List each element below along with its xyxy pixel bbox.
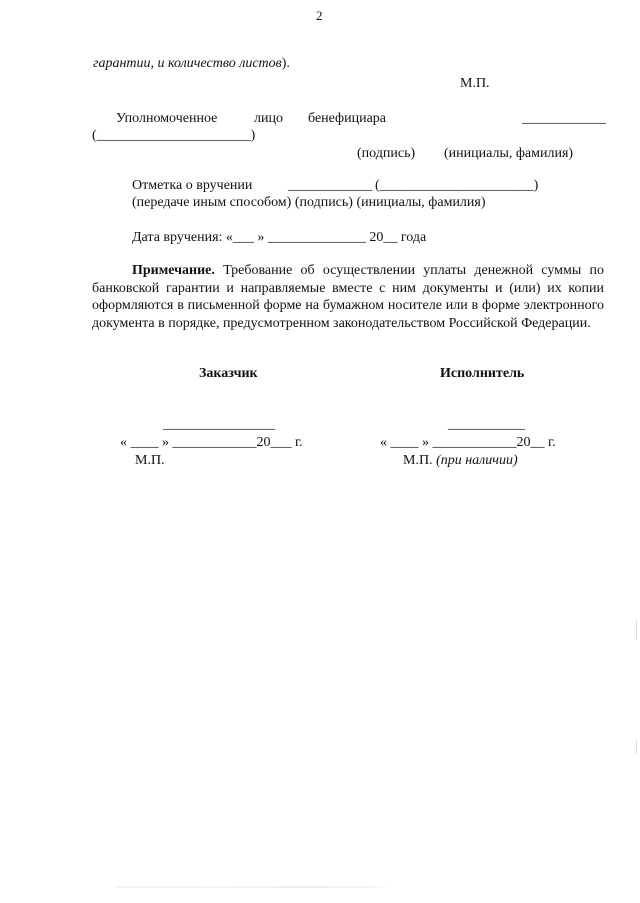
scan-edge-mark (636, 620, 637, 640)
contractor-heading: Исполнитель (440, 366, 525, 381)
contractor-stamp-line (403, 452, 518, 470)
customer-stamp: М.П. (135, 453, 165, 468)
continuation-closing: ). (281, 56, 290, 71)
beneficiary-word-1: Уполномоченное (116, 111, 218, 126)
beneficiary-caption-name: (инициалы, фамилия) (444, 146, 574, 161)
beneficiary-sign-line: ____________ (522, 111, 606, 126)
delivery-label: Отметка о вручении (132, 178, 253, 193)
scan-edge-mark (636, 740, 637, 754)
beneficiary-word-2: лицо (254, 111, 283, 126)
customer-date-line: « ____ » ____________20___ г. (120, 435, 303, 450)
stamp-place-top: М.П. (460, 76, 490, 91)
customer-heading: Заказчик (199, 366, 258, 381)
contractor-date-line: « ____ » ____________20__ г. (380, 435, 556, 450)
delivery-caption: (передаче иным способом) (подпись) (инициалы, фамилия) (132, 195, 486, 210)
contractor-sign-line: ___________ (448, 417, 525, 432)
scan-bottom-artifact (115, 886, 385, 888)
continuation-line (93, 55, 290, 73)
note-title: Примечание. (132, 263, 215, 278)
page-number: 2 (316, 8, 323, 23)
beneficiary-word-3: бенефициара (308, 111, 387, 126)
beneficiary-name-line: (______________________) (92, 128, 256, 143)
continuation-text: гарантии, и количество листов (93, 56, 282, 71)
customer-sign-line: ________________ (163, 417, 275, 432)
delivery-sign-line: ____________ (288, 178, 372, 193)
contractor-stamp: М.П. (403, 453, 433, 468)
beneficiary-caption-sign: (подпись) (357, 146, 416, 161)
note-paragraph (92, 262, 604, 332)
delivery-date: Дата вручения: «___ » ______________ 20__ года (132, 230, 427, 245)
note-text: Требование об осуществлении уплаты денежной суммы по банковской гарантии и направляемые вместе с ним документы и (или) их копии оформляются в письменной форме на бумажном носителе или в форме электронного документа в порядке, предусмотренном законодательством Российской Федерации. (92, 263, 604, 331)
contractor-stamp-note: (при наличии) (436, 453, 518, 468)
delivery-name-line: (______________________) (375, 178, 539, 193)
